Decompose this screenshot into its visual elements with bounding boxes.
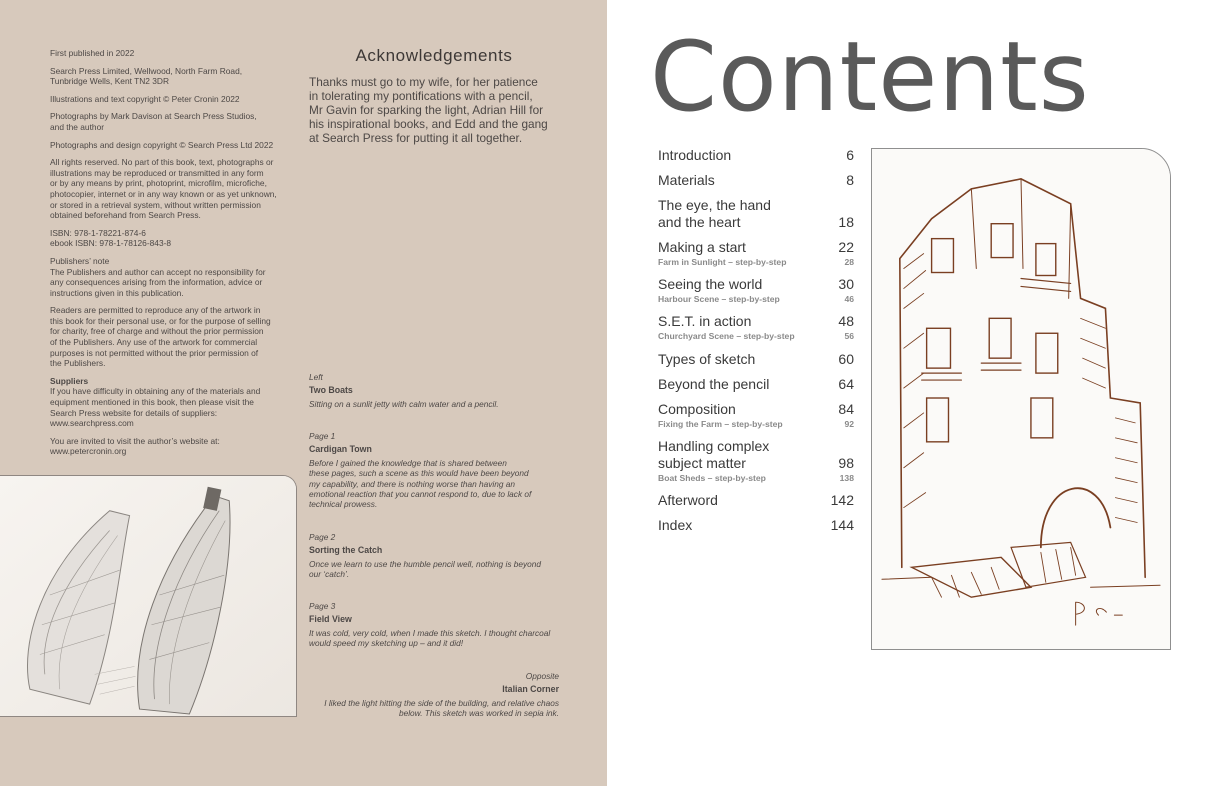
publishers-note: Publishers’ note The Publishers and author can accept no responsibility for any consequences arising from the information, advice or instructions given in this publication. <box>50 255 266 298</box>
toc-subentry: Fixing the Farm – step-by-step 92 <box>658 419 854 429</box>
toc-entry-beyond-the-pencil[interactable]: Beyond the pencil 64 <box>658 376 854 392</box>
toc-entry-index[interactable]: Index 144 <box>658 517 854 533</box>
toc-subentry: Churchyard Scene – step-by-step 56 <box>658 331 854 341</box>
toc-subentry: Harbour Scene – step-by-step 46 <box>658 294 854 304</box>
acknowledgements-body: Thanks must go to my wife, for her patience in tolerating my pontifications with a pencil, Mr Gavin for sparking the light, Adrian Hill for his inspirational books, and Edd and the gang at Search Press for putting it all together. <box>309 75 548 145</box>
toc-entry-set-in-action[interactable]: S.E.T. in action 48 Churchyard Scene – step-by-step 56 <box>658 313 854 341</box>
toc-entry-introduction[interactable]: Introduction 6 <box>658 147 854 163</box>
illustrations-copyright: Illustrations and text copyright © Peter Cronin 2022 <box>50 93 240 104</box>
caption-sorting-the-catch: Page 2 Sorting the Catch Once we learn to use the humble pencil well, nothing is beyond our ‘catch’. <box>309 532 541 580</box>
searchpress-link[interactable]: www.searchpress.com <box>50 418 134 429</box>
readers-permission: Readers are permitted to reproduce any of the artwork in this book for their personal use, or for the purpose of selling for charity, free of charge and without the prior permission of the Publishers. Any use of the artwork for commercial purposes is not permitted without the prior permission of the Publishers. <box>50 305 271 369</box>
caption-field-view: Page 3 Field View It was cold, very cold, when I made this sketch. I thought charcoal would speed my sketching up – and it did! <box>309 601 551 649</box>
toc-entry-composition[interactable]: Composition 84 Fixing the Farm – step-by-step 92 <box>658 401 854 429</box>
italian-corner-sketch-image <box>871 148 1171 650</box>
design-copyright: Photographs and design copyright © Search Press Ltd 2022 <box>50 139 274 150</box>
acknowledgements-title: Acknowledgements <box>355 46 513 65</box>
toc-entry-materials[interactable]: Materials 8 <box>658 172 854 188</box>
toc-subentry: Boat Sheds – step-by-step 138 <box>658 473 854 483</box>
toc-entry-types-of-sketch[interactable]: Types of sketch 60 <box>658 351 854 367</box>
publisher-address: Search Press Limited, Wellwood, North Farm Road, Tunbridge Wells, Kent TN2 3DR <box>50 65 243 87</box>
caption-cardigan-town: Page 1 Cardigan Town Before I gained the knowledge that is shared between these pages, such a scene as this would have been beyond my capability, and there is nothing worse than having an emotional reaction that you cannot respond to, due to lack of technical prowess. <box>309 431 532 510</box>
suppliers: Suppliers If you have difficulty in obtaining any of the materials and equipment mentioned in this book, then please visit the Search Press website for details of suppliers: www.searchpress.com <box>50 375 261 429</box>
caption-two-boats: Left Two Boats Sitting on a sunlit jetty with calm water and a pencil. <box>309 372 499 409</box>
toc-entry-eye-hand-heart[interactable]: The eye, the hand and the heart 18 <box>658 197 854 230</box>
toc-entry-seeing-the-world[interactable]: Seeing the world 30 Harbour Scene – step-by-step 46 <box>658 276 854 304</box>
first-published: First published in 2022 <box>50 48 135 58</box>
two-boats-sketch-image <box>0 475 297 717</box>
right-page <box>607 0 1214 786</box>
rights-statement: All rights reserved. No part of this book, text, photographs or illustrations may be reproduced or transmitted in any form or by any means by print, photoprint, microfilm, microfiche, photocopier, internet or in any way known or as yet unknown, or stored in a retrieval system, without written permission obtained beforehand from Search Press. <box>50 157 277 221</box>
caption-italian-corner: Opposite Italian Corner I liked the light hitting the side of the building, and relative chaos below. This sketch was worked in sepia ink. <box>324 671 559 719</box>
toc-subentry: Farm in Sunlight – step-by-step 28 <box>658 257 854 267</box>
imprint-column <box>50 48 300 464</box>
italian-corner-ink-drawing <box>872 149 1170 649</box>
author-website-link[interactable]: www.petercronin.org <box>50 446 127 457</box>
toc-entry-afterword[interactable]: Afterword 142 <box>658 492 854 508</box>
isbn-block: ISBN: 978-1-78221-874-6 ebook ISBN: 978-1-78126-843-8 <box>50 227 172 249</box>
toc-entry-handling-complex-subject-matter[interactable]: Handling complex subject matter 98 Boat Sheds – step-by-step 138 <box>658 438 854 483</box>
two-boats-pencil-drawing <box>0 476 296 716</box>
contents-title: Contents <box>650 21 1090 133</box>
author-website: You are invited to visit the author’s website at: www.petercronin.org <box>50 435 220 457</box>
toc-entry-making-a-start[interactable]: Making a start 22 Farm in Sunlight – step-by-step 28 <box>658 239 854 267</box>
photographs-credit: Photographs by Mark Davison at Search Press Studios, and the author <box>50 111 257 132</box>
